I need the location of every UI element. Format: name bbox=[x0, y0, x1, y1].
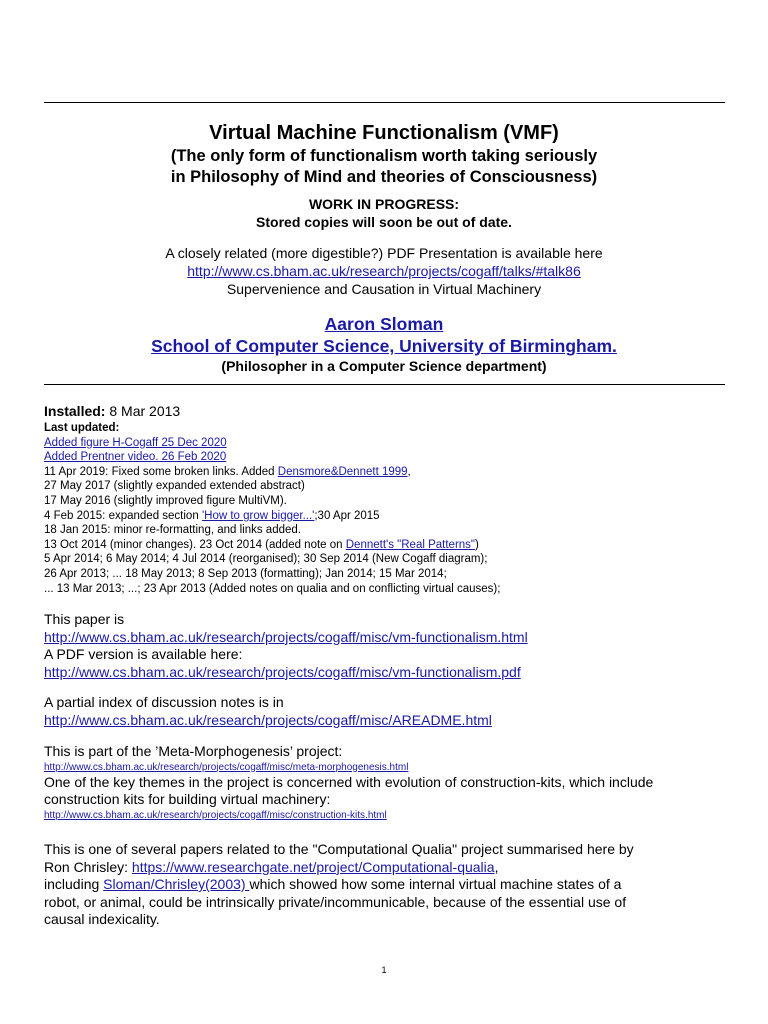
header-bottom-rule bbox=[44, 384, 725, 385]
page-subtitle bbox=[0, 146, 768, 188]
index-section bbox=[44, 694, 724, 729]
page-title: Virtual Machine Functionalism (VMF) bbox=[209, 122, 559, 144]
sloman-chrisley-link[interactable]: Sloman/Chrisley(2003) bbox=[103, 876, 250, 892]
author-role: (Philosopher in a Computer Science department) bbox=[221, 358, 547, 374]
paper-html-link[interactable]: http://www.cs.bham.ac.uk/research/projects/cogaff/misc/vm-functionalism.html bbox=[44, 628, 528, 645]
wip-line-2: Stored copies will soon be out of date. bbox=[256, 214, 512, 230]
update-entry: 11 Apr 2019: Fixed some broken links. Added Densmore&Dennett 1999, bbox=[44, 465, 411, 478]
update-entry: 18 Jan 2015: minor re-formatting, and links added. bbox=[44, 524, 301, 537]
last-updated-label: Last updated: bbox=[44, 422, 120, 434]
related-title: Supervenience and Causation in Virtual Machinery bbox=[226, 281, 542, 297]
computational-qualia-link[interactable]: https://www.researchgate.net/project/Computational-qualia bbox=[131, 858, 495, 875]
installed-line bbox=[44, 402, 724, 420]
installed-label: Installed: bbox=[44, 403, 106, 419]
paper-is-text: This paper is bbox=[44, 611, 125, 627]
real-patterns-link[interactable]: Dennett's "Real Patterns" bbox=[345, 538, 476, 551]
densmore-dennett-link[interactable]: Densmore&Dennett 1999 bbox=[277, 465, 408, 478]
update-entry: 13 Oct 2014 (minor changes). 23 Oct 2014 (added note on Dennett's "Real Patterns") bbox=[44, 538, 479, 551]
author-name-link[interactable]: Aaron Sloman bbox=[324, 314, 444, 334]
related-presentation-link[interactable]: http://www.cs.bham.ac.uk/research/projects/cogaff/talks/#talk86 bbox=[187, 263, 581, 279]
related-presentation bbox=[0, 244, 768, 298]
page-number: 1 bbox=[381, 965, 387, 975]
pdf-intro-text: A PDF version is available here: bbox=[44, 646, 243, 662]
installed-date: 8 Mar 2013 bbox=[109, 403, 181, 419]
meta-morphogenesis-section bbox=[44, 743, 724, 822]
update-log bbox=[44, 421, 724, 596]
top-rule bbox=[44, 102, 725, 103]
construction-kits-link[interactable]: http://www.cs.bham.ac.uk/research/projects/cogaff/misc/construction-kits.html bbox=[44, 809, 387, 821]
affiliation-link[interactable]: School of Computer Science, University of Birmingham. bbox=[151, 336, 617, 356]
work-in-progress-notice bbox=[0, 195, 768, 231]
author-block bbox=[0, 313, 768, 357]
subtitle-line-1: (The only form of functionalism worth taking seriously bbox=[170, 147, 598, 165]
how-to-grow-bigger-link[interactable]: 'How to grow bigger...' bbox=[201, 509, 315, 522]
cq-line-5: causal indexicality. bbox=[44, 911, 160, 927]
update-entry: 27 May 2017 (slightly expanded extended abstract) bbox=[44, 480, 305, 493]
update-link-h-cogaff[interactable]: Added figure H-Cogaff 25 Dec 2020 bbox=[44, 436, 227, 449]
update-entry: 26 Apr 2013; ... 18 May 2013; 8 Sep 2013 (formatting); Jan 2014; 15 Mar 2014; bbox=[44, 567, 447, 580]
cq-line-4: robot, or animal, could be intrinsically private/incommunicable, because of the essential use of bbox=[44, 893, 627, 910]
update-entry: ... 13 Mar 2013; ...; 23 Apr 2013 (Added notes on qualia and on conflicting virtual causes); bbox=[44, 582, 501, 595]
update-entry: 5 Apr 2014; 6 May 2014; 4 Jul 2014 (reorganised); 30 Sep 2014 (New Cogaff diagram); bbox=[44, 553, 488, 566]
index-intro-text: A partial index of discussion notes is in bbox=[44, 694, 284, 710]
construction-kits-line-1: One of the key themes in the project is concerned with evolution of construction-kits, which include bbox=[44, 773, 654, 790]
update-entry: 4 Feb 2015: expanded section 'How to grow bigger...';30 Apr 2015 bbox=[44, 509, 380, 522]
areadme-link[interactable]: http://www.cs.bham.ac.uk/research/projects/cogaff/misc/AREADME.html bbox=[44, 711, 492, 728]
cq-line-2: Ron Chrisley: https://www.researchgate.net/project/Computational-qualia, bbox=[44, 858, 499, 875]
computational-qualia-section bbox=[44, 841, 724, 929]
meta-morphogenesis-link[interactable]: http://www.cs.bham.ac.uk/research/projects/cogaff/misc/meta-morphogenesis.html bbox=[44, 761, 409, 773]
construction-kits-line-2: construction kits for building virtual machinery: bbox=[44, 791, 331, 807]
update-link-prentner-video[interactable]: Added Prentner video. 26 Feb 2020 bbox=[44, 451, 227, 464]
paper-location bbox=[44, 611, 724, 681]
paper-pdf-link[interactable]: http://www.cs.bham.ac.uk/research/projects/cogaff/misc/vm-functionalism.pdf bbox=[44, 663, 521, 680]
mm-intro-text: This is part of the ’Meta-Morphogenesis’ project: bbox=[44, 743, 343, 759]
update-entry: 17 May 2016 (slightly improved figure MultiVM). bbox=[44, 494, 287, 507]
subtitle-line-2: in Philosophy of Mind and theories of Consciousness) bbox=[170, 168, 598, 186]
cq-line-1: This is one of several papers related to the "Computational Qualia" project summarised here by bbox=[44, 841, 634, 857]
cq-line-3: including Sloman/Chrisley(2003) which showed how some internal virtual machine states of a bbox=[44, 876, 622, 892]
related-intro: A closely related (more digestible?) PDF Presentation is available here bbox=[165, 245, 603, 261]
wip-line-1: WORK IN PROGRESS: bbox=[308, 196, 460, 212]
